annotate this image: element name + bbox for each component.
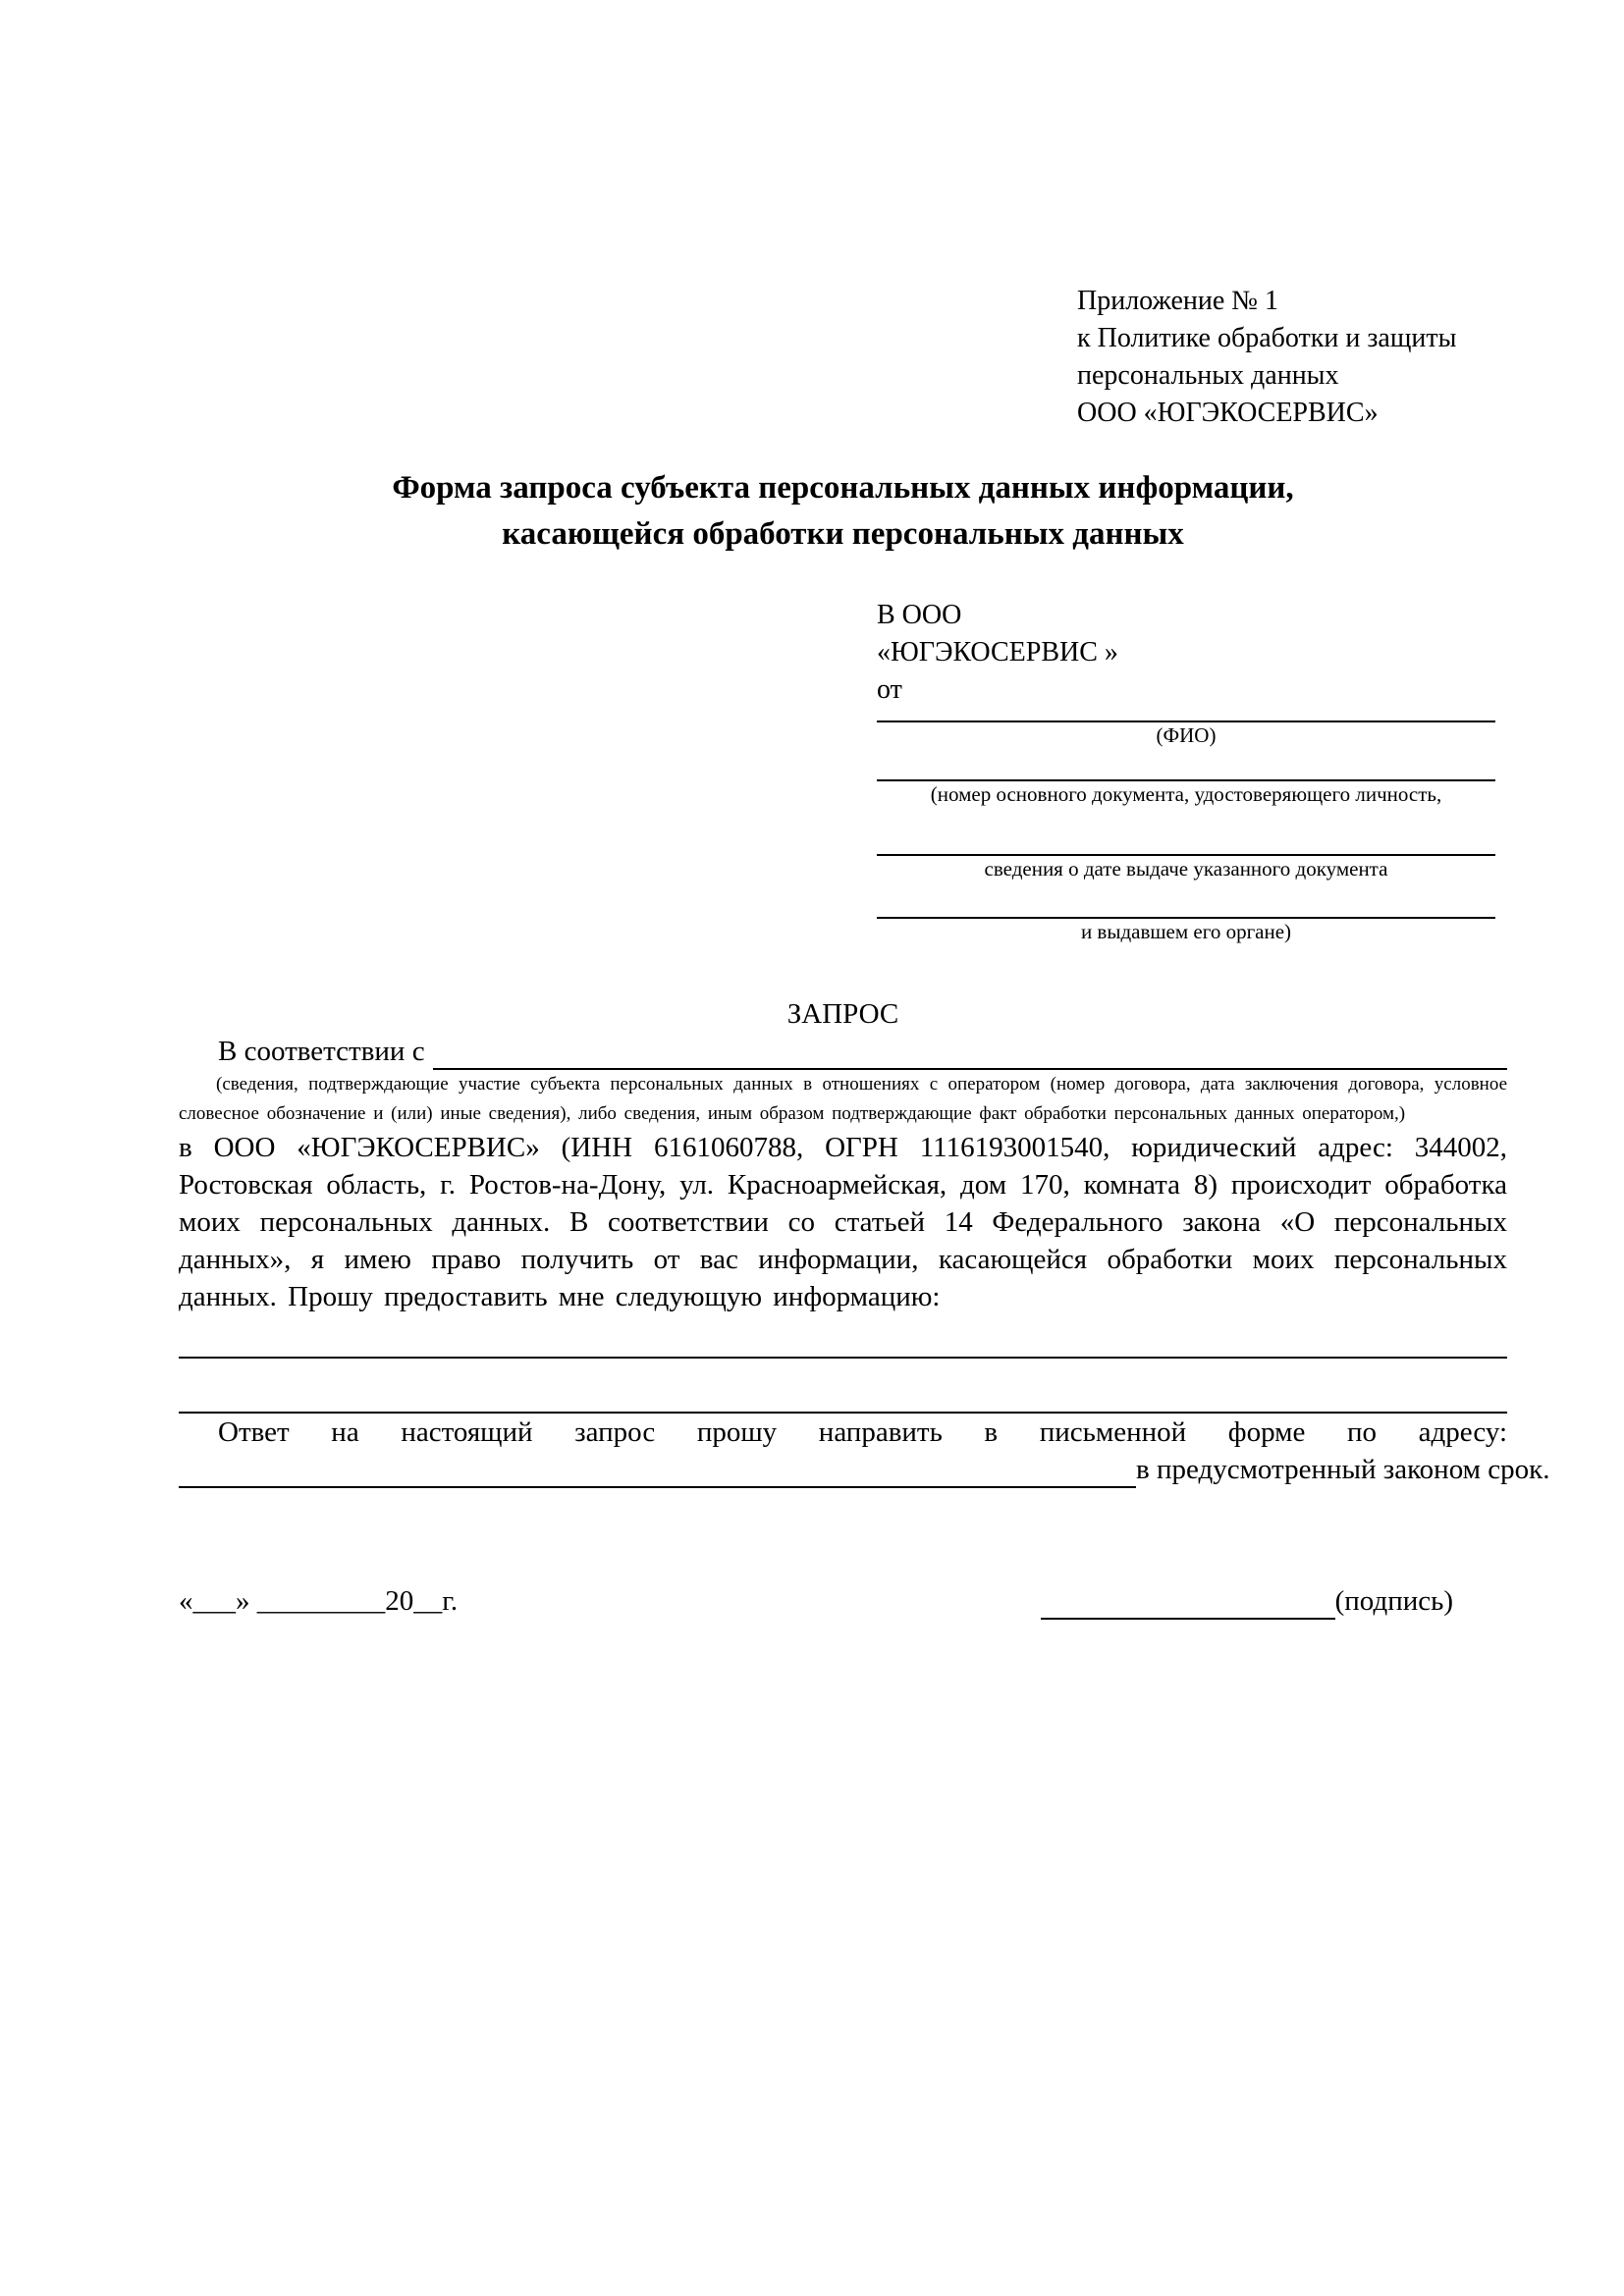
appendix-header [1077, 283, 1507, 432]
page-title [179, 465, 1507, 558]
basis-input-line[interactable] [433, 1037, 1507, 1070]
request-heading: ЗАПРОС [786, 998, 899, 1030]
date-blank-label[interactable]: «___» _________20__г. [179, 1585, 459, 1617]
appendix-header-line: персональных данных [1077, 360, 1339, 391]
appendix-header-line: ООО «ЮГЭКОСЕРВИС» [1077, 398, 1379, 428]
according-row [179, 1033, 1507, 1070]
fio-caption: (ФИО) [1156, 723, 1217, 747]
document-issuer-caption: и выдавшем его органе) [1080, 920, 1292, 943]
addressee-block [877, 597, 1495, 944]
appendix-header-line: Приложение № 1 [1077, 286, 1278, 316]
according-label: В соответствии с [218, 1036, 425, 1067]
addressee-from-label: от [877, 674, 902, 705]
document-issue-date-input-line[interactable] [877, 807, 1495, 856]
appendix-header-line: к Политике обработки и защиты [1077, 323, 1457, 353]
requested-info-input-line-1[interactable] [179, 1315, 1507, 1359]
requested-info-input-line-2[interactable] [179, 1359, 1507, 1414]
signature-caption: (подпись) [1334, 1585, 1453, 1617]
response-address-row [179, 1451, 1550, 1488]
fio-input-line[interactable] [877, 709, 1495, 722]
address-input-line[interactable] [179, 1455, 1136, 1488]
addressee-to-line2: «ЮГЭКОСЕРВИС » [877, 637, 1118, 667]
document-number-input-line[interactable] [877, 748, 1495, 781]
document-issuer-input-line[interactable] [877, 881, 1495, 919]
request-body-paragraph: в ООО «ЮГЭКОСЕРВИС» (ИНН 6161060788, ОГРН 1116193001540, юридический адрес: 344002, Ростовская область, г. Ростов-на-Дону, ул. Красноармейская, дом 170, комната 8) происходит обработка моих персональных данных. В соответствии со статьей 14 Федерального закона «О персональных данных», я имею право получить от вас информации, касающейся обработки моих персональных данных. Прошу предоставить мне следующую информацию: [179, 1132, 1507, 1312]
small-print-note: (сведения, подтверждающие участие субъекта персональных данных в отношениях с оператором (номер договора, дата заключения договора, условное словесное обозначение и (или) иные сведения), либо сведения, иным образом подтверждающие факт обработки персональных данных оператором,) [179, 1074, 1507, 1124]
signature-input-line[interactable] [1041, 1586, 1335, 1620]
response-request-text: Ответ на настоящий запрос прошу направить в письменной форме по адресу: [218, 1416, 1507, 1448]
addressee-to-line1: В ООО [877, 600, 962, 630]
page-title-line2: касающейся обработки персональных данных [502, 516, 1184, 552]
document-number-caption: (номер основного документа, удостоверяющего личность, [930, 782, 1442, 806]
document-issue-date-caption: сведения о дате выдаче указанного документа [984, 857, 1388, 881]
signature-group [1041, 1582, 1453, 1620]
page-title-line1: Форма запроса субъекта персональных данных информации, [392, 470, 1294, 506]
response-deadline-text: в предусмотренный законом срок. [1136, 1454, 1550, 1485]
date-signature-row [179, 1582, 1507, 1620]
